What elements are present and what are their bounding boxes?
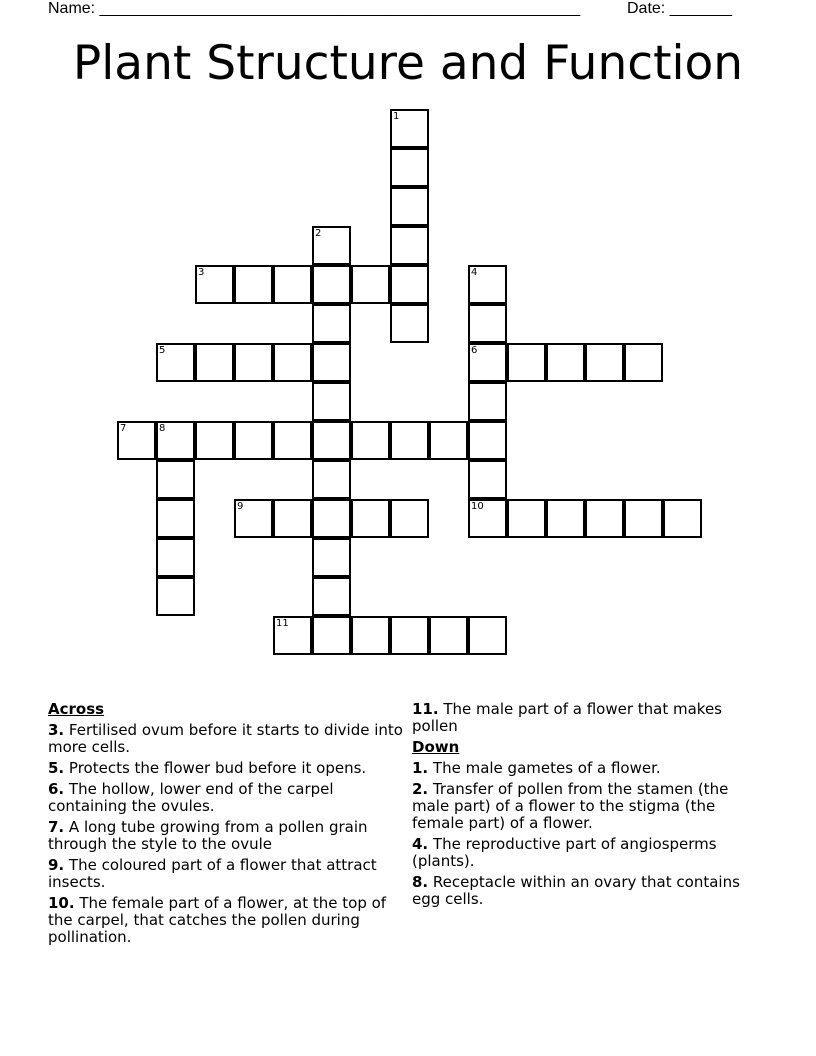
crossword-cell[interactable] [390,304,429,343]
page-title: Plant Structure and Function [72,36,744,91]
crossword-cell[interactable] [312,577,351,616]
clue-number: 9. [48,856,65,874]
clue-number: 8. [412,873,429,891]
clue-text: Transfer of pollen from the stamen (the male part) of a flower to the stigma (the female part) of a flower. [412,780,729,832]
across-clue [48,819,403,853]
down-clue [412,781,760,832]
clue-text: The female part of a flower, at the top of the carpel, that catches the pollen during pollination. [48,894,387,946]
crossword-cell[interactable] [312,499,351,538]
crossword-cell[interactable] [429,421,468,460]
clue-number: 3. [48,721,65,739]
clue-number: 11. [412,700,439,718]
crossword-cell[interactable] [663,499,702,538]
crossword-cell[interactable] [468,421,507,460]
crossword-cell[interactable] [234,265,273,304]
across-clue [48,857,403,891]
crossword-cell[interactable] [468,499,507,538]
crossword-cell[interactable] [429,616,468,655]
crossword-cell[interactable] [390,226,429,265]
crossword-cell[interactable] [234,343,273,382]
crossword-cell[interactable] [624,499,663,538]
crossword-cell[interactable] [273,265,312,304]
crossword-cell[interactable] [117,421,156,460]
crossword-cell[interactable] [390,421,429,460]
clue-number-label: 9 [237,501,244,512]
crossword-cell[interactable] [546,499,585,538]
crossword-cell[interactable] [468,382,507,421]
crossword-cell[interactable] [156,538,195,577]
across-clue [48,722,403,756]
crossword-cell[interactable] [156,577,195,616]
crossword-cell[interactable] [312,265,351,304]
clue-number: 10. [48,894,75,912]
clue-text: Fertilised ovum before it starts to divide into more cells. [48,721,403,756]
crossword-cell[interactable] [312,460,351,499]
crossword-cell[interactable] [195,265,234,304]
clue-number: 7. [48,818,65,836]
crossword-cell[interactable] [351,499,390,538]
crossword-cell[interactable] [468,265,507,304]
crossword-cell[interactable] [156,499,195,538]
clue-number-label: 2 [315,228,322,239]
down-clue [412,836,760,870]
clue-number: 6. [48,780,65,798]
crossword-cell[interactable] [156,343,195,382]
name-field[interactable]: Name: ______________________________________________________ [48,0,581,17]
clue-number-label: 7 [120,423,127,434]
crossword-cell[interactable] [273,343,312,382]
down-clue [412,760,760,777]
crossword-cell[interactable] [468,304,507,343]
clue-column-left [48,701,403,950]
clue-number: 2. [412,780,429,798]
crossword-cell[interactable] [312,304,351,343]
crossword-cell[interactable] [234,421,273,460]
crossword-cell[interactable] [312,343,351,382]
clue-number: 1. [412,759,429,777]
clue-number: 4. [412,835,429,853]
clue-number-label: 11 [276,618,289,629]
clue-text: The reproductive part of angiosperms (plants). [412,835,717,870]
crossword-cell[interactable] [390,148,429,187]
crossword-cell[interactable] [312,226,351,265]
crossword-cell[interactable] [390,109,429,148]
clue-number-label: 3 [198,267,205,278]
crossword-cell[interactable] [585,343,624,382]
crossword-cell[interactable] [390,499,429,538]
crossword-cell[interactable] [156,460,195,499]
crossword-cell[interactable] [390,616,429,655]
crossword-cell[interactable] [390,265,429,304]
crossword-cell[interactable] [546,343,585,382]
across-heading: Across [48,700,105,718]
clue-number-label: 10 [471,501,484,512]
crossword-cell[interactable] [624,343,663,382]
clue-number-label: 6 [471,345,478,356]
date-field[interactable]: Date: _______ [627,0,732,17]
crossword-cell[interactable] [468,343,507,382]
crossword-cell[interactable] [234,499,273,538]
crossword-cell[interactable] [312,421,351,460]
down-heading: Down [412,738,460,756]
crossword-cell[interactable] [507,499,546,538]
across-clue [48,781,403,815]
crossword-cell[interactable] [312,538,351,577]
clue-text: A long tube growing from a pollen grain through the style to the ovule [48,818,368,853]
clue-text: The hollow, lower end of the carpel containing the ovules. [48,780,334,815]
crossword-cell[interactable] [156,421,195,460]
clue-number-label: 8 [159,423,166,434]
crossword-cell[interactable] [312,382,351,421]
clue-text: Receptacle within an ovary that contains egg cells. [412,873,740,908]
clue-text: The coloured part of a flower that attract insects. [48,856,377,891]
down-clue [412,874,760,908]
crossword-cell[interactable] [507,343,546,382]
clue-text: Protects the flower bud before it opens. [68,759,367,777]
crossword-cell[interactable] [195,421,234,460]
clue-number-label: 5 [159,345,166,356]
crossword-cell[interactable] [351,421,390,460]
across-clue [48,895,403,946]
clue-number-label: 4 [471,267,478,278]
crossword-cell[interactable] [273,421,312,460]
clue-number-label: 1 [393,111,400,122]
across-clue [412,701,760,735]
crossword-cell[interactable] [351,616,390,655]
clue-number: 5. [48,759,65,777]
across-clue [48,760,403,777]
crossword-cell[interactable] [468,616,507,655]
crossword-cell[interactable] [585,499,624,538]
clue-column-right [412,701,760,912]
crossword-cell[interactable] [195,343,234,382]
crossword-cell[interactable] [312,616,351,655]
crossword-cell[interactable] [468,460,507,499]
crossword-cell[interactable] [273,499,312,538]
clue-text: The male gametes of a flower. [432,759,661,777]
crossword-cell[interactable] [351,265,390,304]
crossword-cell[interactable] [390,187,429,226]
clue-text: The male part of a flower that makes pollen [412,700,722,735]
crossword-cell[interactable] [273,616,312,655]
